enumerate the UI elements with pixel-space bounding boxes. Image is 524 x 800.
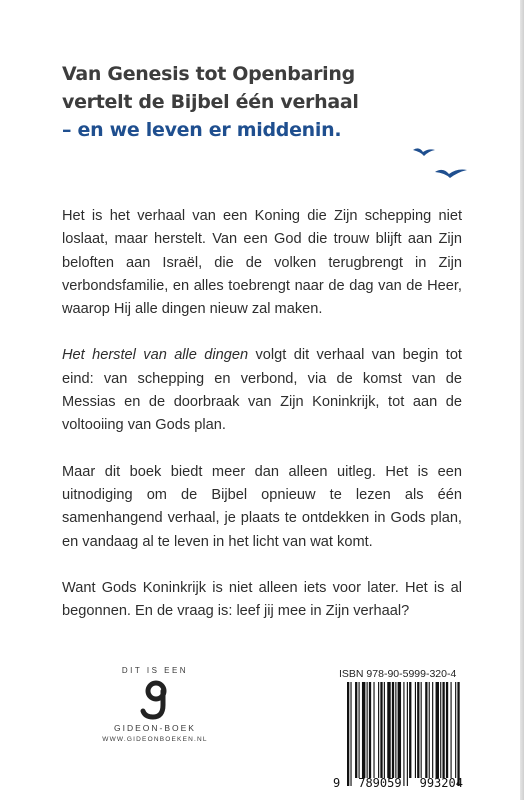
- gideon-logo-icon: [137, 679, 173, 721]
- barcode-bar: [350, 682, 351, 786]
- barcode-bar: [367, 682, 368, 778]
- isbn-label: ISBN 978-90-5999-320-4: [339, 668, 457, 680]
- birds-icon: [405, 140, 475, 180]
- barcode-bar: [407, 682, 408, 786]
- headline-line-2: vertelt de Bijbel één verhaal: [62, 91, 359, 113]
- blurb-paragraph-1: Het is het verhaal van een Koning die Zijn schepping niet loslaat, maar herstelt. Van een God die trouw blijft aan Zijn beloften aan Israël, die de volken terugbrengt in Zijn verbondsfamilie, en alles toebrengt naar de dag van de Heer, waarop Hij alle dingen nieuw zal maken.: [62, 208, 462, 318]
- isbn-digit-group-1: 789059: [358, 776, 402, 790]
- barcode-bar: [387, 682, 390, 778]
- barcode-bar: [455, 682, 456, 778]
- barcode-bar: [392, 682, 394, 778]
- publisher-tagline: DIT IS EEN: [121, 666, 189, 675]
- blurb-paragraph-2-text: volgt dit verhaal van begin tot eind: van schepping en verbond, via de komst van de Messias en de doorbraak van Zijn Koninkrijk, tot aan de voltooiing van Gods plan.: [62, 347, 462, 434]
- blurb-paragraph-2: [62, 344, 462, 437]
- barcode: [333, 682, 503, 786]
- blurb-paragraph-3: Maar dit boek biedt meer dan alleen uitleg. Het is een uitnodiging om de Bijbel opnieuw te lezen als één samenhangend verhaal, je plaats te ontdekken in Gods plan, en vandaag al te leven in het licht van wat komt.: [62, 463, 462, 550]
- barcode-bar: [425, 682, 427, 778]
- barcode-bar: [436, 682, 439, 778]
- isbn-digits: [333, 776, 503, 790]
- barcode-bar: [355, 682, 357, 778]
- barcode-bar: [451, 682, 452, 778]
- barcode-bar: [359, 682, 360, 778]
- publisher-name: GIDEON-BOEK: [114, 723, 196, 733]
- blurb: [62, 205, 462, 646]
- book-title-italic: Het herstel van alle dingen: [62, 347, 249, 364]
- barcode-bar: [409, 682, 411, 778]
- isbn-block: [333, 668, 503, 790]
- barcode-bar: [415, 682, 416, 778]
- barcode-bar: [457, 682, 459, 786]
- headline: [62, 60, 482, 144]
- barcode-bar: [369, 682, 371, 778]
- barcode-bar: [446, 682, 448, 778]
- barcode-bar: [347, 682, 349, 786]
- barcode-bar: [429, 682, 430, 778]
- blurb-paragraph-4: Want Gods Koninkrijk is niet alleen iets voor later. Het is al begonnen. En de vraag is: leef jij mee in Zijn verhaal?: [62, 579, 462, 620]
- headline-line-3: – en we leven er middenin.: [62, 119, 342, 141]
- barcode-bar: [442, 682, 444, 778]
- barcode-bar: [380, 682, 382, 778]
- headline-line-1: Van Genesis tot Openbaring: [62, 63, 355, 85]
- barcode-bar: [398, 682, 401, 778]
- barcode-bar: [432, 682, 433, 778]
- barcode-bar: [440, 682, 441, 778]
- isbn-digit-first: 9: [333, 776, 341, 790]
- barcode-bar: [395, 682, 396, 778]
- publisher-url: WWW.GIDEONBOEKEN.NL: [102, 736, 208, 743]
- isbn-digit-group-2: 993204: [419, 776, 463, 790]
- barcode-bar: [362, 682, 365, 778]
- barcode-bar: [421, 682, 422, 778]
- spine-edge: [520, 0, 524, 800]
- barcode-bar: [384, 682, 385, 778]
- barcode-bar: [403, 682, 404, 786]
- barcode-bar: [378, 682, 379, 778]
- barcode-bar: [373, 682, 374, 778]
- barcode-bar: [417, 682, 419, 778]
- publisher-block: [96, 666, 214, 743]
